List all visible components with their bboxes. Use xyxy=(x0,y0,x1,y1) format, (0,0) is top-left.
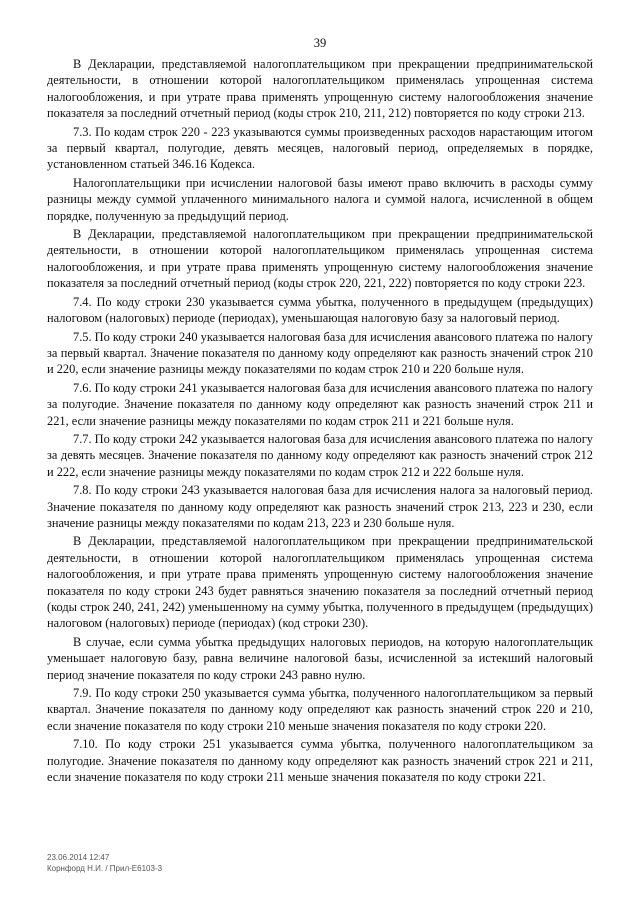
paragraph: 7.10. По коду строки 251 указывается сумма убытка, полученного налогоплательщиком за полугодие. Значение показателя по данному коду определяют как разность значений строк 221 и 211, если значение показателя по коду строки 211 меньше значения показателя по коду строки 221. xyxy=(47,737,593,785)
footer-reference: Корнфорд Н.И. / Прил-Е6103-3 xyxy=(47,864,163,873)
paragraph: 7.6. По коду строки 241 указывается налоговая база для исчисления авансового платежа по налогу за полугодие. Значение показателя по данному коду определяют как разность значений строк 211 и 221, если значение разницы между показателями по кодам строк 211 и 221 больше нуля. xyxy=(47,380,593,428)
paragraph: В случае, если сумма убытка предыдущих налоговых периодов, на которую налогоплательщик уменьшает налоговую базу, равна величине налоговой базы, исчисленной за истекший налоговый период значение показателя по коду строки 243 равно нулю. xyxy=(47,634,593,682)
footer-timestamp: 23.06.2014 12:47 xyxy=(47,853,110,862)
paragraph: 7.5. По коду строки 240 указывается налоговая база для исчисления авансового платежа по налогу за первый квартал. Значение показателя по данному коду определяют как разность значений строк 210 и 220, если значение разницы между показателями по кодам строк 210 и 220 больше нуля. xyxy=(47,329,593,377)
paragraph: Налогоплательщики при исчислении налоговой базы имеют право включить в расходы сумму разницы между суммой уплаченного минимального налога и суммой налога, исчисленной в общем порядке, полученную за предыдущий период. xyxy=(47,175,593,223)
paragraph: В Декларации, представляемой налогоплательщиком при прекращении предпринимательской деятельности, в отношении которой налогоплательщиком применялась упрощенная система налогообложения, и при утрате права применять упрощенную систему налогообложения значение показателя за последний отчетный период (коды строк 220, 221, 222) повторяется по коду строки 223. xyxy=(47,227,593,291)
page-number: 39 xyxy=(313,36,327,50)
paragraph: 7.4. По коду строки 230 указывается сумма убытка, полученного в предыдущем (предыдущих) налоговом (налоговых) периоде (периодах), уменьшающая налоговую базу за налоговый период. xyxy=(47,294,593,326)
paragraph: 7.7. По коду строки 242 указывается налоговая база для исчисления авансового платежа по налогу за девять месяцев. Значение показателя по данному коду определяют как разность значений строк 212 и 222, если значение разницы между показателями по кодам строк 212 и 222 больше нуля. xyxy=(47,431,593,479)
paragraph: В Декларации, представляемой налогоплательщиком при прекращении предпринимательской деятельности, в отношении которой налогоплательщиком применялась упрощенная система налогообложения, и при утрате права применять упрощенную систему налогообложения значение показателя за последний отчетный период (коды строк 210, 211, 212) повторяется по коду строки 213. xyxy=(47,57,593,121)
document-body xyxy=(47,56,593,787)
paragraph: 7.8. По коду строки 243 указывается налоговая база для исчисления налога за налоговый период. Значение показателя по данному коду определяют как разность значений строк 213, 223 и 230, если значение разницы между показателями по кодам 213, 223 и 230 больше нуля. xyxy=(47,483,593,530)
document-footer xyxy=(47,852,162,874)
paragraph: 7.3. По кодам строк 220 - 223 указываются суммы произведенных расходов нарастающим итогом за первый квартал, полугодие, девять месяцев, налоговый период, определяемых в порядке, установленном статьей 346.16 Кодекса. xyxy=(47,124,593,172)
paragraph: В Декларации, представляемой налогоплательщиком при прекращении предпринимательской деятельности, в отношении которой налогоплательщиком применялась упрощенная система налогообложения, и при утрате права применять упрощенную систему налогообложения значение показателя по коду строки 243 будет равняться значению показателя за последний отчетный период (коды строк 240, 241, 242) уменьшенному на сумму убытка, полученного в предыдущем (предыдущих) налоговом (налоговых) периоде (периодах) (код строки 230). xyxy=(47,534,593,631)
paragraph: 7.9. По коду строки 250 указывается сумма убытка, полученного налогоплательщиком за первый квартал. Значение показателя по данному коду определяют как разность значений строк 220 и 210, если значение показателя по коду строки 210 меньше значения показателя по коду строки 220. xyxy=(47,686,593,733)
